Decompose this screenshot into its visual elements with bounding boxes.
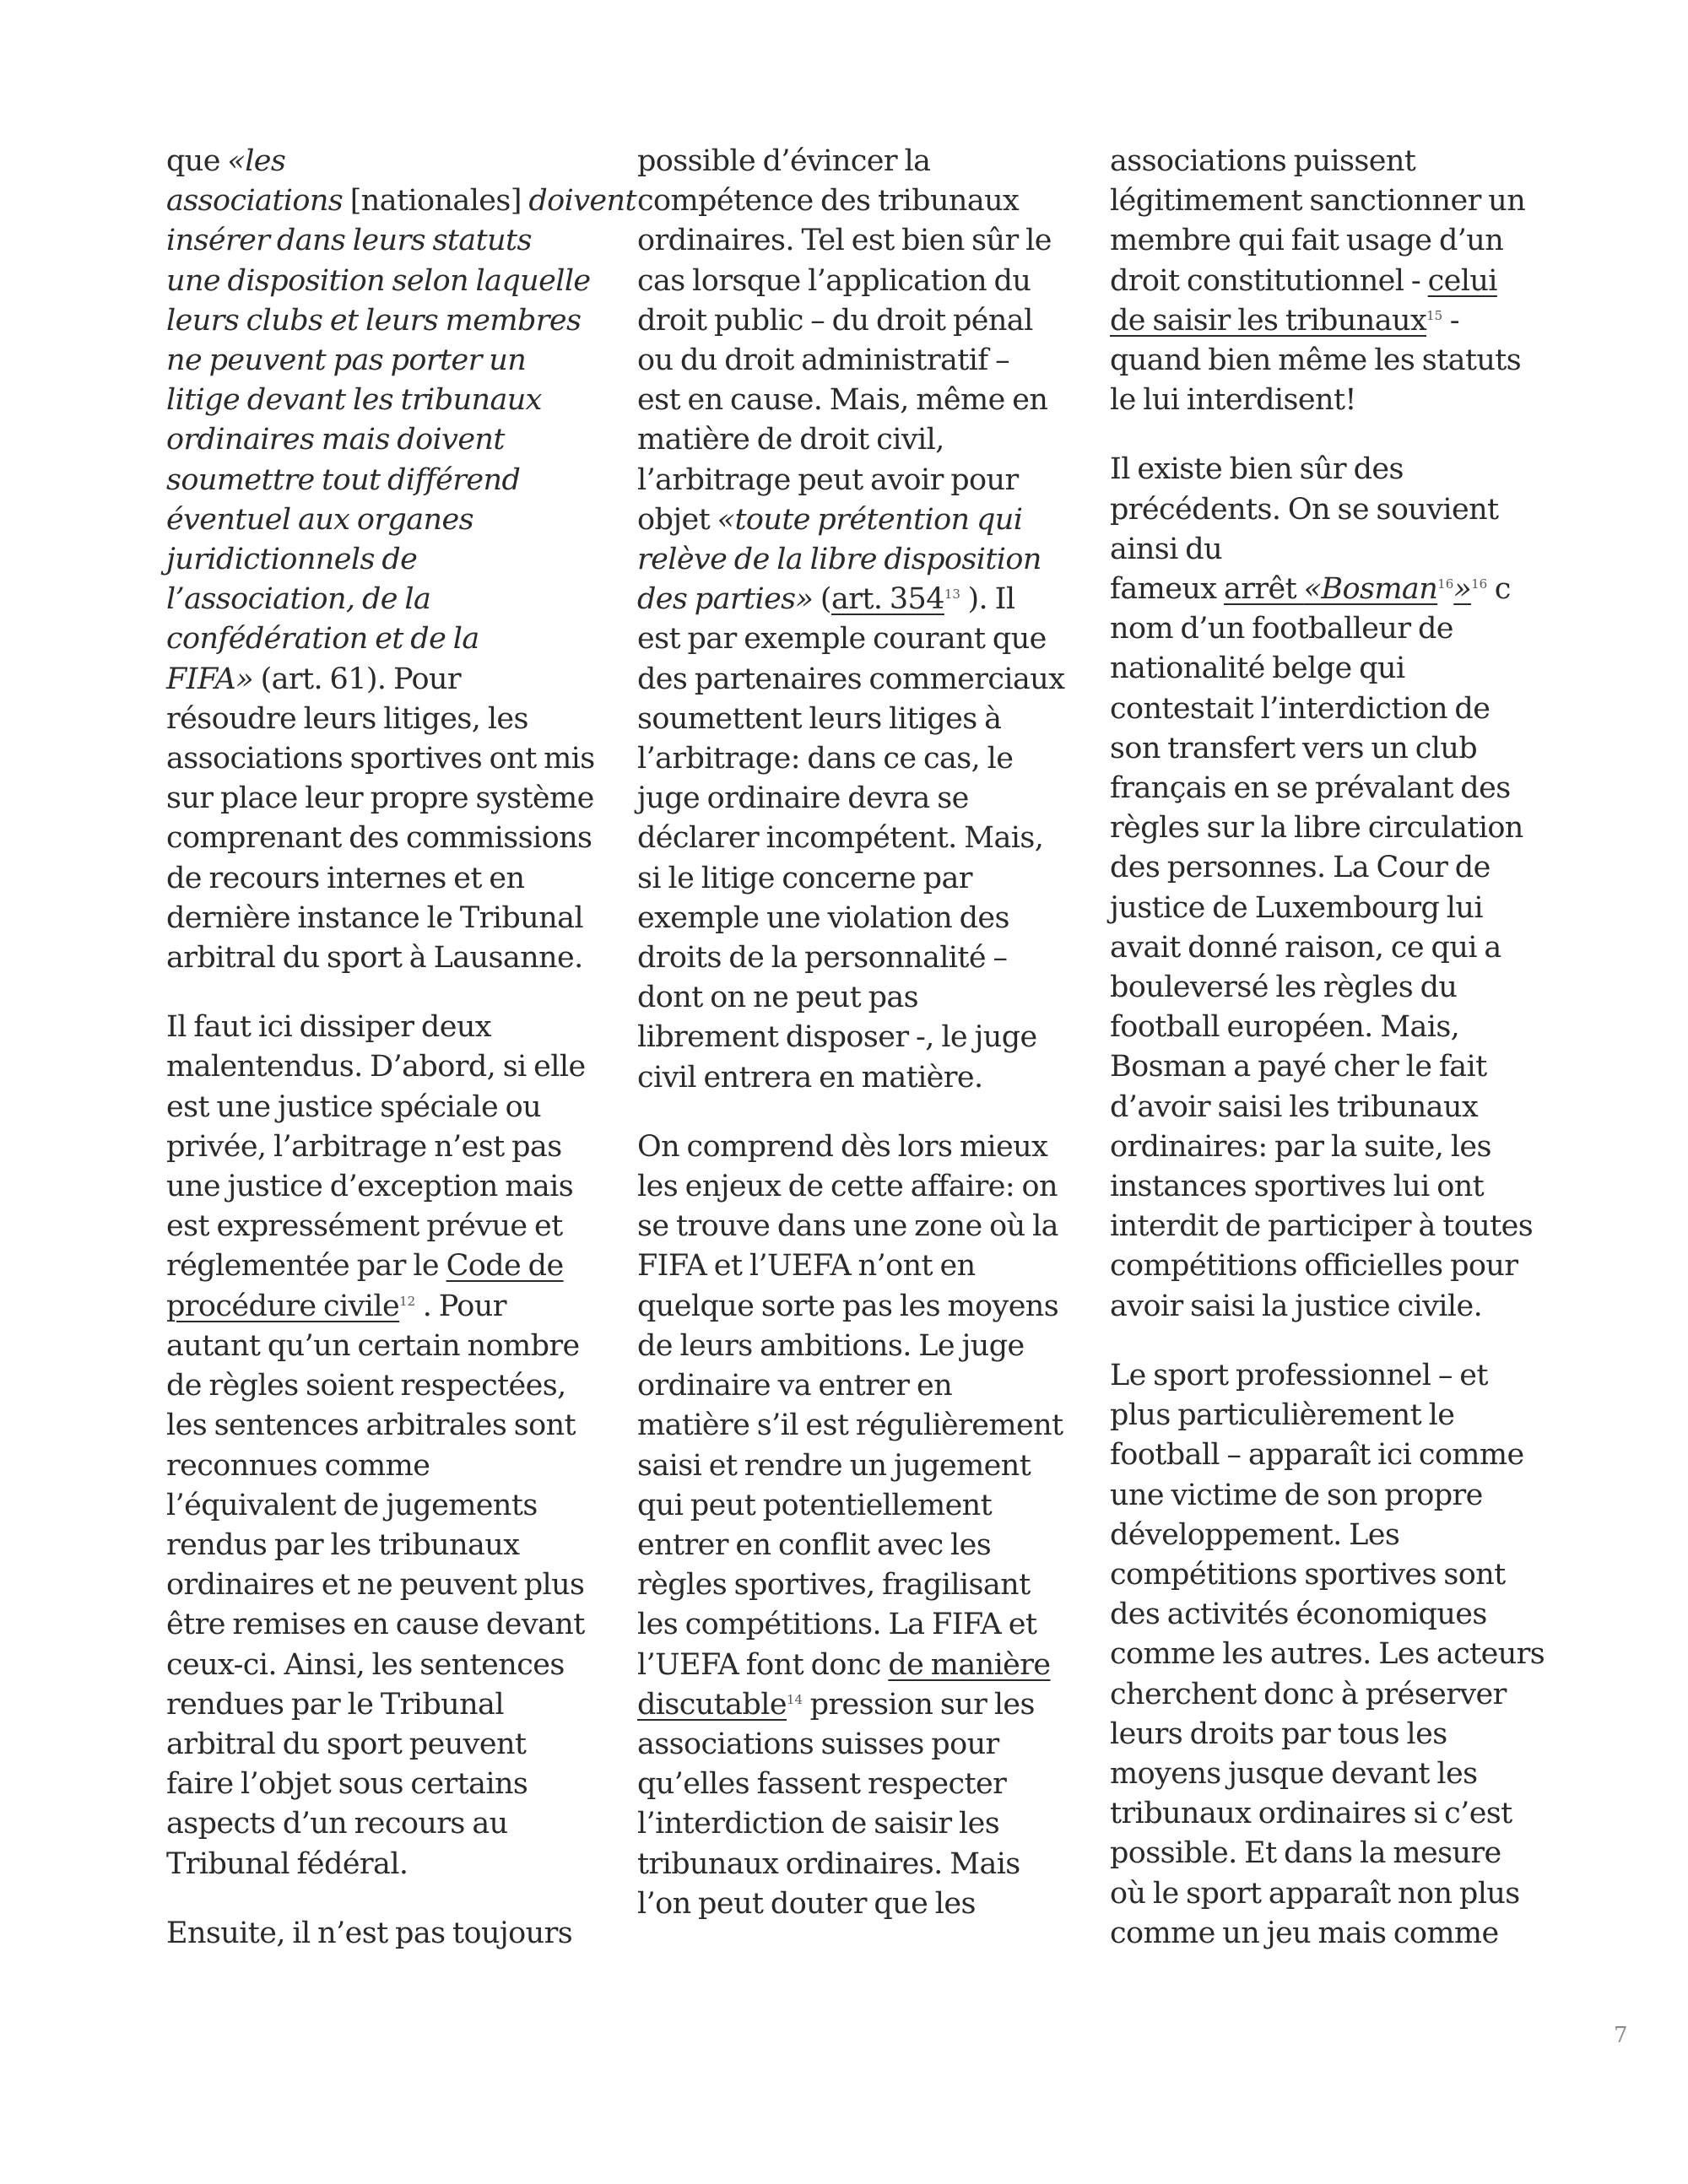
text-line: ou du droit administratif –	[637, 343, 1010, 378]
text-line: possible d’évincer la	[637, 144, 931, 178]
text-line: football européen. Mais,	[1110, 1010, 1460, 1045]
text-line: développement. Les	[1110, 1517, 1400, 1552]
text-line: librement disposer -, le juge	[637, 1020, 1037, 1055]
text-line	[637, 580, 1110, 619]
text-line: matière de droit civil,	[637, 423, 944, 457]
text-line: associations puissent	[1110, 144, 1416, 178]
text-run: objet	[637, 502, 717, 537]
text-line: interdit de participer à toutes	[1110, 1209, 1534, 1244]
footnote-ref-14[interactable]: 14	[786, 1691, 803, 1707]
text-line: qu’elles fassent respecter	[637, 1767, 1007, 1802]
text-line: une justice d’exception mais	[166, 1170, 574, 1204]
footnote-ref-15[interactable]: 15	[1426, 307, 1443, 323]
text-line: tribunaux ordinaires si c’est	[1110, 1797, 1512, 1831]
text-line: moyens jusque devant les	[1110, 1756, 1478, 1791]
text-line: ainsi du	[1110, 532, 1223, 566]
text-line: comprenant des commissions	[166, 821, 592, 856]
text-line: ceux-ci. Ainsi, les sentences	[166, 1647, 565, 1682]
text-run: . Pour	[415, 1289, 506, 1323]
quote-line: ne peuvent pas porter un	[166, 343, 527, 378]
text-run: réglementée par le	[166, 1249, 446, 1284]
text-line: quelque sorte pas les moyens	[637, 1289, 1059, 1323]
text-run: -	[1442, 303, 1459, 338]
quote-line: une disposition selon laquelle	[166, 263, 591, 298]
text-line: nationalité belge qui	[1110, 651, 1405, 686]
quote-line: confédération et de la	[166, 622, 479, 657]
text-line: légitimement sanctionner un	[1110, 184, 1526, 219]
text-line: membre qui fait usage d’un	[1110, 224, 1504, 258]
text-line: FIFA et l’UEFA n’ont en	[637, 1249, 976, 1284]
text-run: (art. 61). Pour	[253, 662, 462, 696]
text-line: comme un jeu mais comme	[1110, 1916, 1499, 1950]
paragraph	[166, 1914, 639, 1954]
text-line	[637, 1646, 1110, 1685]
text-line	[1110, 301, 1582, 341]
text-line: déclarer incompétent. Mais,	[637, 821, 1044, 856]
quote-line: éventuel aux organes	[166, 502, 473, 537]
text-line: de recours internes et en	[166, 861, 525, 895]
arret-bosman-link-close[interactable]: »	[1453, 572, 1472, 607]
text-line: d’avoir saisi les tribunaux	[1110, 1089, 1479, 1124]
text-run: (	[813, 582, 831, 617]
footnote-ref-16[interactable]: 16	[1437, 576, 1454, 592]
arret-bosman-link[interactable]	[1224, 572, 1437, 606]
quote-line: ordinaires mais doivent	[166, 423, 505, 457]
text-run: que	[166, 144, 228, 178]
text-line: juge ordinaire devra se	[637, 781, 969, 816]
quote-text: doivent	[528, 184, 636, 219]
text-line: des partenaires commerciaux	[637, 662, 1065, 696]
text-line: français en se prévalant des	[1110, 771, 1511, 806]
text-line	[637, 500, 1110, 540]
quote-line: soumettre tout différend	[166, 462, 521, 497]
text-line: des personnes. La Cour de	[1110, 851, 1491, 885]
text-line: autant qu’un certain nombre	[166, 1328, 580, 1363]
text-line: Bosman a payé cher le fait	[1110, 1050, 1487, 1084]
text-line: l’arbitrage: dans ce cas, le	[637, 742, 1014, 776]
text-line	[637, 1685, 1110, 1725]
text-line: nom d’un footballeur de	[1110, 612, 1453, 646]
paragraph	[1110, 450, 1582, 1326]
text-line: si le litige concerne par	[637, 861, 972, 895]
text-run: l’UEFA font donc	[637, 1647, 889, 1682]
text-line: droit public – du droit pénal	[637, 303, 1033, 338]
text-line: est une justice spéciale ou	[166, 1089, 542, 1124]
text-line: associations suisses pour	[637, 1727, 999, 1761]
quote-line: relève de la libre disposition	[637, 543, 1041, 577]
code-procedure-civile-link[interactable]: Code de	[446, 1249, 564, 1284]
text-line	[166, 1287, 639, 1327]
text-line: cherchent donc à préserver	[1110, 1677, 1507, 1711]
text-line: précédents. On se souvient	[1110, 492, 1499, 527]
text-line: instances sportives lui ont	[1110, 1170, 1485, 1204]
code-procedure-civile-link-cont[interactable]: procédure civile	[166, 1289, 400, 1323]
text-line: privée, l’arbitrage n’est pas	[166, 1129, 562, 1164]
text-line: bouleversé les règles du	[1110, 970, 1458, 1005]
de-maniere-discutable-link[interactable]: de manière	[888, 1647, 1051, 1682]
footnote-ref-16-dup[interactable]: 16	[1471, 576, 1488, 592]
text-line	[1110, 570, 1582, 609]
quote-line: juridictionnels de	[166, 543, 418, 577]
text-run: pression sur les	[803, 1687, 1035, 1722]
text-line: contestait l’interdiction de	[1110, 691, 1491, 726]
text-line: règles sur la libre circulation	[1110, 811, 1523, 846]
paragraph	[1110, 142, 1582, 420]
text-line: de règles soient respectées,	[166, 1369, 566, 1403]
quote-text: «toute prétention qui	[717, 502, 1023, 537]
text-line: avait donné raison, ce qui a	[1110, 930, 1501, 965]
text-run: c	[1487, 572, 1511, 607]
text-line: associations sportives ont mis	[166, 742, 595, 776]
text-line: l’équivalent de jugements	[166, 1488, 538, 1522]
text-line: où le sport apparaît non plus	[1110, 1876, 1520, 1911]
text-line: Il existe bien sûr des	[1110, 452, 1404, 487]
page-number: 7	[1614, 2023, 1628, 2048]
text-line: rendues par le Tribunal	[166, 1687, 504, 1722]
text-line: sur place leur propre système	[166, 781, 594, 816]
link-text: arrêt	[1223, 572, 1304, 607]
text-line: civil entrera en matière.	[637, 1060, 983, 1095]
text-line: tribunaux ordinaires. Mais	[637, 1846, 1020, 1881]
text-line: exemple une violation des	[637, 900, 1009, 935]
text-line: est en cause. Mais, même en	[637, 383, 1048, 418]
text-column-2	[637, 142, 1110, 1924]
text-line: Le sport professionnel – et	[1110, 1358, 1488, 1392]
text-line: matière s’il est régulièrement	[637, 1408, 1063, 1443]
text-line: se trouve dans une zone où la	[637, 1209, 1058, 1244]
text-line: est par exemple courant que	[637, 622, 1047, 657]
saisir-tribunaux-link[interactable]: celui	[1427, 263, 1497, 298]
text-line: l’on peut douter que les	[637, 1886, 976, 1921]
text-line: les sentences arbitrales sont	[166, 1408, 576, 1443]
text-line: être remises en cause devant	[166, 1608, 585, 1642]
quote-line: leurs clubs et leurs membres	[166, 303, 582, 338]
paragraph	[637, 142, 1110, 1098]
text-line: saisi et rendre un jugement	[637, 1448, 1031, 1483]
text-line: avoir saisi la justice civile.	[1110, 1289, 1483, 1323]
text-line: reconnues comme	[166, 1448, 430, 1483]
text-column-1	[166, 142, 639, 1954]
footnote-ref-13[interactable]: 13	[944, 587, 960, 603]
text-line	[1110, 262, 1582, 301]
text-run: [nationales]	[343, 184, 529, 219]
text-line: compétitions officielles pour	[1110, 1249, 1518, 1284]
link-text-italic: «Bosman	[1303, 572, 1438, 607]
paragraph	[1110, 1356, 1582, 1954]
text-line: ordinaires et ne peuvent plus	[166, 1568, 585, 1603]
de-maniere-discutable-link-cont[interactable]: discutable	[637, 1687, 787, 1722]
text-line: plus particulièrement le	[1110, 1398, 1455, 1433]
text-line	[166, 181, 639, 221]
text-line: droits de la personnalité –	[637, 941, 1008, 976]
text-line: le lui interdisent!	[1110, 383, 1356, 418]
text-line	[166, 660, 639, 700]
text-run: ). Il	[960, 582, 1015, 617]
quote-line: l’association, de la	[166, 582, 431, 617]
text-line: une victime de son propre	[1110, 1478, 1483, 1512]
text-line: résoudre leurs litiges, les	[166, 701, 528, 736]
paragraph	[166, 1008, 639, 1884]
text-line: arbitral du sport peuvent	[166, 1727, 527, 1761]
text-line: comme les autres. Les acteurs	[1110, 1637, 1545, 1672]
text-line: Tribunal fédéral.	[166, 1846, 408, 1881]
paragraph	[637, 1127, 1110, 1924]
text-line: faire l’objet sous certains	[166, 1767, 528, 1802]
quote-text: «les	[227, 144, 286, 178]
text-column-3	[1110, 142, 1582, 1954]
paragraph	[166, 142, 639, 978]
footnote-ref-12[interactable]: 12	[399, 1293, 416, 1309]
text-line: qui peut potentiellement	[637, 1488, 993, 1522]
quote-line: litige devant les tribunaux	[166, 383, 542, 418]
text-line: compétitions sportives sont	[1110, 1557, 1506, 1592]
text-run: droit constitutionnel -	[1110, 263, 1428, 298]
quote-line: insérer dans leurs statuts	[166, 224, 532, 258]
saisir-tribunaux-link-cont[interactable]: de saisir les tribunaux	[1110, 303, 1427, 338]
text-line	[166, 142, 639, 181]
text-line: est expressément prévue et	[166, 1209, 563, 1244]
text-run: fameux	[1110, 572, 1224, 607]
text-line: les compétitions. La FIFA et	[637, 1608, 1037, 1642]
text-line: arbitral du sport à Lausanne.	[166, 941, 583, 976]
text-line: ordinaires: par la suite, les	[1110, 1129, 1491, 1164]
text-line: l’arbitrage peut avoir pour	[637, 462, 1019, 497]
text-line: l’interdiction de saisir les	[637, 1807, 1000, 1841]
text-line: quand bien même les statuts	[1110, 343, 1522, 378]
text-line: possible. Et dans la mesure	[1110, 1836, 1501, 1871]
text-line: ordinaire va entrer en	[637, 1369, 953, 1403]
quote-text: associations	[166, 184, 344, 219]
art-354-link[interactable]: art. 354	[830, 582, 944, 617]
text-line: justice de Luxembourg lui	[1110, 890, 1483, 925]
text-line: dernière instance le Tribunal	[166, 900, 583, 935]
text-line	[166, 1246, 639, 1286]
text-line: football – apparaît ici comme	[1110, 1438, 1524, 1473]
text-line: règles sportives, fragilisant	[637, 1568, 1031, 1603]
text-line: compétence des tribunaux	[637, 184, 1020, 219]
text-line: Ensuite, il n’est pas toujours	[166, 1916, 573, 1950]
text-line: rendus par les tribunaux	[166, 1527, 520, 1562]
text-line: son transfert vers un club	[1110, 731, 1478, 765]
text-line: de leurs ambitions. Le juge	[637, 1328, 1025, 1363]
text-line: entrer en conflit avec les	[637, 1527, 992, 1562]
quote-text: FIFA»	[166, 662, 254, 696]
text-line: Il faut ici dissiper deux	[166, 1010, 491, 1045]
text-line: aspects d’un recours au	[166, 1807, 508, 1841]
text-line: soumettent leurs litiges à	[637, 701, 1002, 736]
text-line: On comprend dès lors mieux	[637, 1129, 1048, 1164]
text-line: dont on ne peut pas	[637, 981, 919, 1015]
text-line: les enjeux de cette affaire: on	[637, 1170, 1058, 1204]
text-line: ordinaires. Tel est bien sûr le	[637, 224, 1052, 258]
quote-text: des parties»	[637, 582, 814, 617]
text-line: malentendus. D’abord, si elle	[166, 1050, 586, 1084]
text-line: leurs droits par tous les	[1110, 1716, 1447, 1751]
text-line: cas lorsque l’application du	[637, 263, 1031, 298]
text-line: des activités économiques	[1110, 1597, 1487, 1632]
